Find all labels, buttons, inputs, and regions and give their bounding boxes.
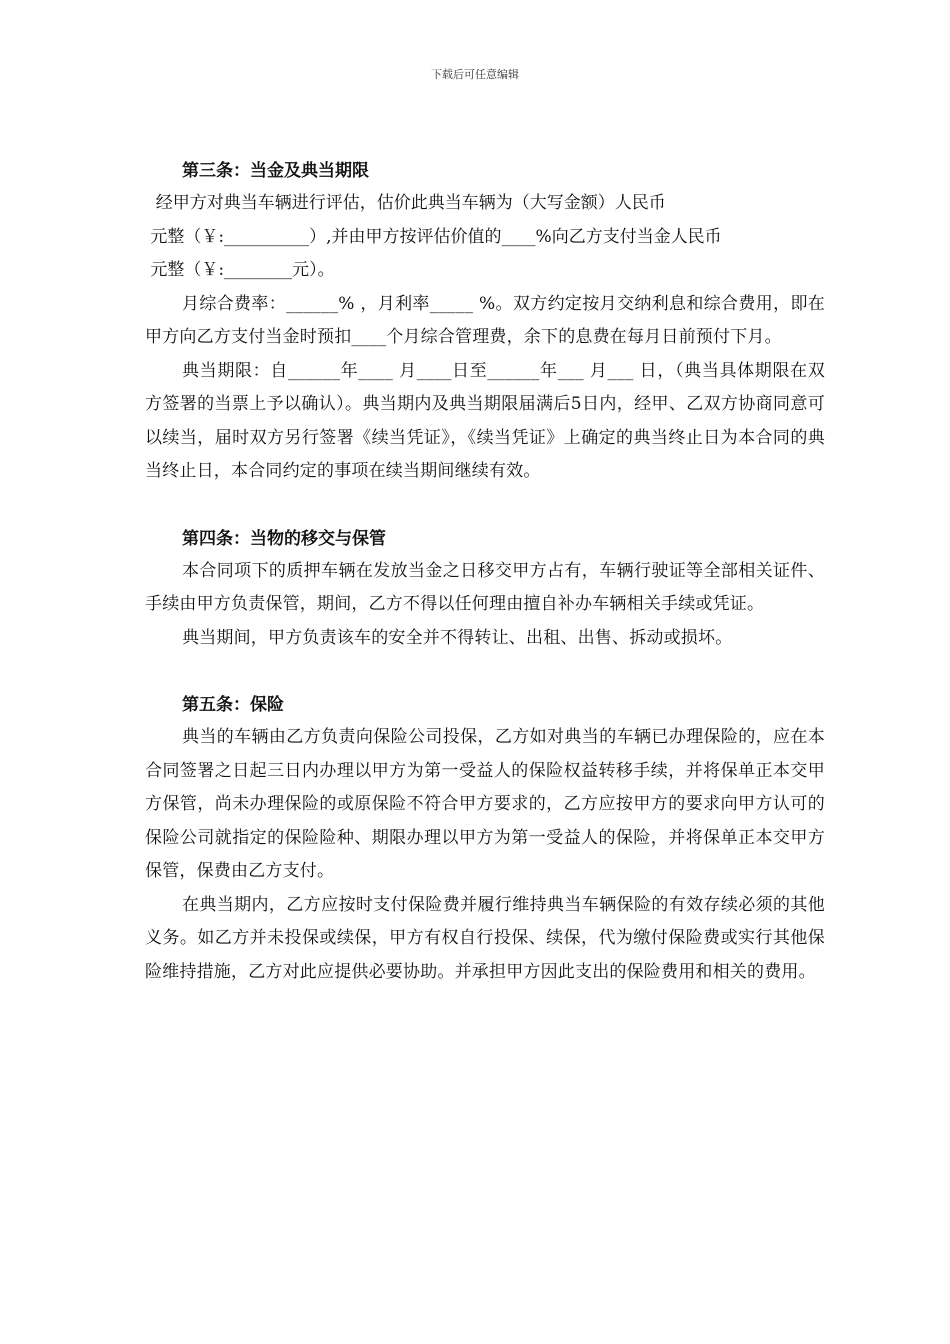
pawn-term-paragraph: 典当期限：自______年____ 月____日至______年___ 月___ 日，（典当具体期限在双方签署的当票上予以确认）。典当期内及典当期限届满后5日内，经甲、乙双方协商同意可以续当，届时双方另行签署《续当凭证》，《续当凭证》上确定的典当终止日为本合同的典当终止日，本合同约定的事项在续当期间继续有效。	[145, 360, 825, 481]
valuation-line-1: 经甲方对典当车辆进行评估，估价此典当车辆为（大写金额）人民币	[145, 193, 666, 213]
section-3-heading: 第三条：当金及典当期限	[182, 161, 369, 181]
insurance-paragraph-2: 在典当期内，乙方应按时支付保险费并履行维持典当车辆保险的有效存续必须的其他义务。如乙方并未投保或续保，甲方有权自行投保、续保，代为缴付保险费或实行其他保险维持措施，乙方对此应提供必要协助。并承担甲方因此支出的保险费用和相关的费用。	[145, 894, 825, 982]
safety-paragraph: 典当期间，甲方负责该车的安全并不得转让、出租、出售、拆动或损坏。	[182, 627, 733, 648]
section-5-heading: 第五条：保险	[182, 695, 284, 715]
valuation-line-2: 元整（￥:__________）,并由甲方按评估价值的____%向乙方支付当金人民币	[145, 226, 722, 247]
section-4-heading: 第四条：当物的移交与保管	[182, 528, 386, 549]
section-divider	[145, 655, 825, 689]
section-divider	[145, 489, 825, 523]
insurance-paragraph-1: 典当的车辆由乙方负责向保险公司投保，乙方如对典当的车辆已办理保险的，应在本合同签署之日起三日内办理以甲方为第一受益人的保险权益转移手续，并将保单正本交甲方保管，尚未办理保险的或原保险不符合甲方要求的，乙方应按甲方的要求向甲方认可的保险公司就指定的保险险种、期限办理以甲方为第一受益人的保险，并将保单正本交甲方保管，保费由乙方支付。	[145, 727, 825, 881]
contract-body	[145, 155, 825, 989]
custody-paragraph: 本合同项下的质押车辆在发放当金之日移交甲方占有，车辆行驶证等全部相关证件、手续由甲方负责保管，期间，乙方不得以任何理由擅自补办车辆相关手续或凭证。	[145, 560, 825, 614]
fee-rate-paragraph: 月综合费率：______% ，月利率_____ %。双方约定按月交纳利息和综合费用，即在甲方向乙方支付当金时预扣____个月综合管理费，余下的息费在每月日前预付下月。	[145, 293, 825, 347]
page-header-note: 下载后可任意编辑	[431, 68, 519, 81]
valuation-line-3: 元整（￥:________元）。	[145, 260, 335, 280]
